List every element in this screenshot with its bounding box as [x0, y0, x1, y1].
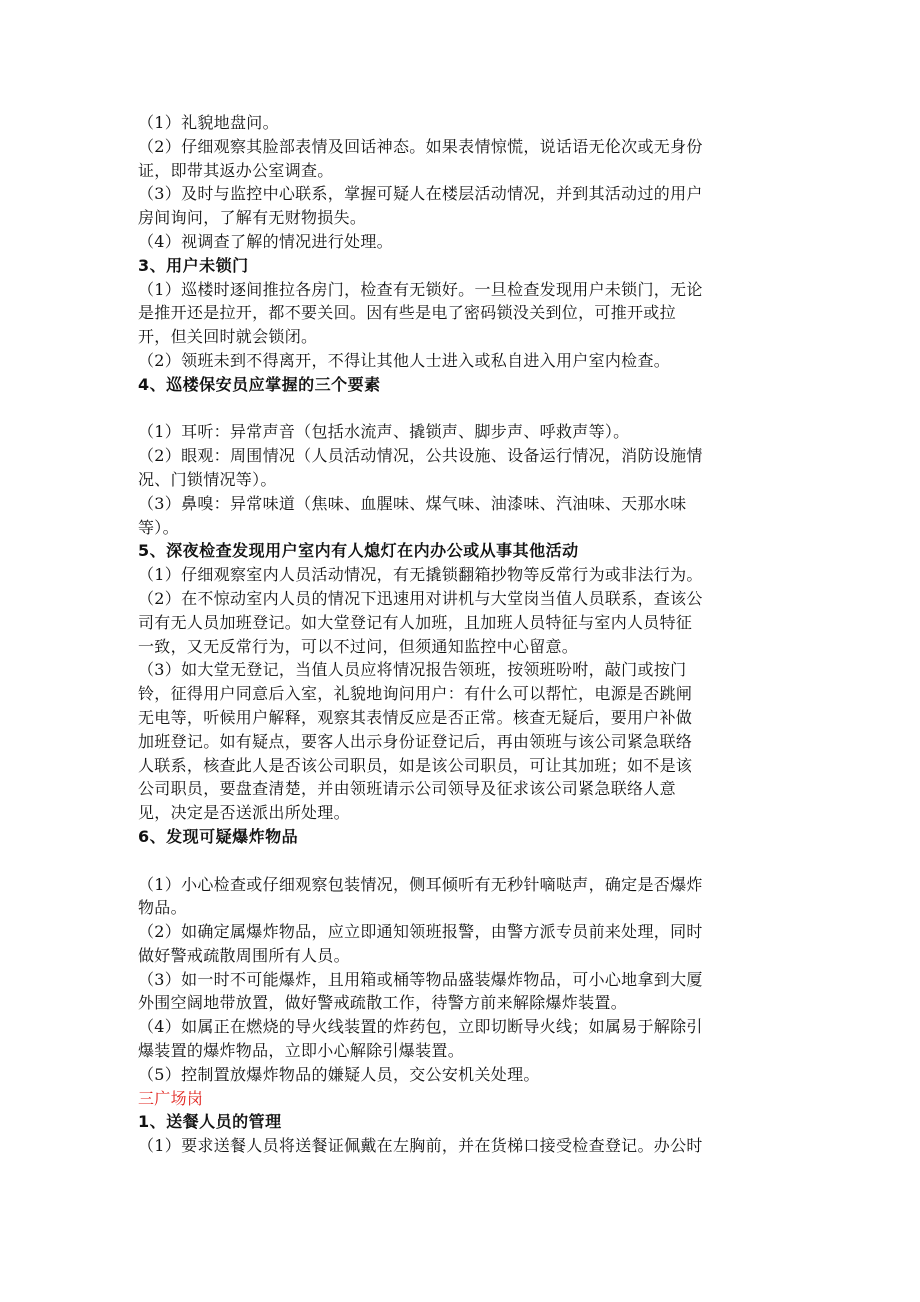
paragraph-line: 爆装置的爆炸物品，立即小心解除引爆装置。 [138, 1041, 465, 1061]
paragraph-line: （4）如属正在燃烧的导火线装置的炸药包，立即切断导火线；如属易于解除引 [138, 1017, 703, 1037]
paragraph-line: 况、门锁情况等）。 [138, 469, 277, 489]
paragraph-line: （3）及时与监控中心联系，掌握可疑人在楼层活动情况，并到其活动过的用户 [138, 184, 703, 204]
paragraph-line: 人联系，核查此人是否该公司职员，如是该公司职员，可让其加班；如不是该 [138, 755, 693, 775]
paragraph-line: 加班登记。如有疑点，要客人出示身份证登记后，再由领班与该公司紧急联络 [138, 731, 693, 751]
paragraph-line: 公司职员，要盘查清楚，并由领班请示公司领导及征求该公司紧急联络人意 [138, 779, 676, 799]
paragraph-line: （1）礼貌地盘问。 [138, 113, 279, 132]
paragraph-line: （2）眼观：周围情况（人员活动情况，公共设施、设备运行情况，消防设施情 [138, 446, 703, 466]
paragraph-line: （1）要求送餐人员将送餐证佩戴在左胸前，并在货梯口接受检查登记。办公时 [138, 1136, 703, 1156]
section-heading: 1、送餐人员的管理 [138, 1112, 282, 1132]
paragraph-line: （1）仔细观察室内人员活动情况，有无撬锁翻箱抄物等反常行为或非法行为。 [138, 565, 703, 585]
paragraph-line: 外围空阔地带放置，做好警戒疏散工作，待警方前来解除爆炸装置。 [138, 993, 628, 1013]
blank-line [138, 849, 782, 873]
section-heading: 5、深夜检查发现用户室内有人熄灯在内办公或从事其他活动 [138, 541, 579, 561]
blank-line [138, 397, 782, 421]
paragraph-line: （2）如确定属爆炸物品，应立即通知领班报警，由警方派专员前来处理，同时 [138, 922, 703, 942]
chapter-heading: 三广场岗 [138, 1088, 204, 1108]
paragraph-line: 无电等，听候用户解释，观察其表情反应是否正常。核查无疑后，要用户补做 [138, 707, 693, 727]
paragraph-line: （4）视调查了解的情况进行处理。 [138, 231, 393, 251]
paragraph-line: （1）巡楼时逐间推拉各房门，检查有无锁好。一旦检查发现用户未锁门，无论 [138, 279, 703, 299]
paragraph-line: （2）在不惊动室内人员的情况下迅速用对讲机与大堂岗当值人员联系，查该公 [138, 588, 703, 608]
paragraph-line: 铃，征得用户同意后入室，礼貌地询问用户：有什么可以帮忙，电源是否跳闸 [138, 684, 693, 704]
section-heading: 3、用户未锁门 [138, 255, 249, 275]
paragraph-line: 证，即带其返办公室调查。 [138, 160, 334, 180]
paragraph-line: （2）领班未到不得离开，不得让其他人士进入或私自进入用户室内检查。 [138, 350, 671, 370]
section-heading: 4、巡楼保安员应掌握的三个要素 [138, 374, 381, 394]
section-heading: 6、发现可疑爆炸物品 [138, 826, 299, 846]
paragraph-line: 一致，又无反常行为，可以不过问，但须通知监控中心留意。 [138, 636, 579, 656]
paragraph-line: 等）。 [138, 517, 179, 537]
paragraph-line: 房间询问，了解有无财物损失。 [138, 208, 367, 228]
paragraph-line: （1）耳听：异常声音（包括水流声、撬锁声、脚步声、呼救声等）。 [138, 422, 630, 442]
paragraph-line: （2）仔细观察其脸部表情及回话神态。如果表情惊慌，说话语无伦次或无身份 [138, 136, 703, 156]
paragraph-line: 见，决定是否送派出所处理。 [138, 803, 350, 823]
paragraph-line: 是推开还是拉开，都不要关回。因有些是电了密码锁没关到位，可推开或拉 [138, 303, 676, 323]
paragraph-line: 物品。 [138, 898, 187, 918]
paragraph-line: （5）控制置放爆炸物品的嫌疑人员，交公安机关处理。 [138, 1064, 540, 1084]
paragraph-line: （3）如一时不可能爆炸，且用箱或桶等物品盛装爆炸物品，可小心地拿到大厦 [138, 969, 703, 989]
paragraph-line: 做好警戒疏散周围所有人员。 [138, 945, 350, 965]
paragraph-line: 开，但关回时就会锁闭。 [138, 327, 318, 347]
paragraph-line: （1）小心检查或仔细观察包装情况，侧耳倾听有无秒针嘀哒声，确定是否爆炸 [138, 874, 703, 894]
paragraph-line: 司有无人员加班登记。如大堂登记有人加班，且加班人员特征与室内人员特征 [138, 612, 693, 632]
paragraph-line: （3）如大堂无登记，当值人员应将情况报告领班，按领班吩咐，敲门或按门 [138, 660, 687, 680]
document-page [138, 111, 782, 1158]
paragraph-line: （3）鼻嗅：异常味道（焦味、血腥味、煤气味、油漆味、汽油味、天那水味 [138, 493, 687, 513]
